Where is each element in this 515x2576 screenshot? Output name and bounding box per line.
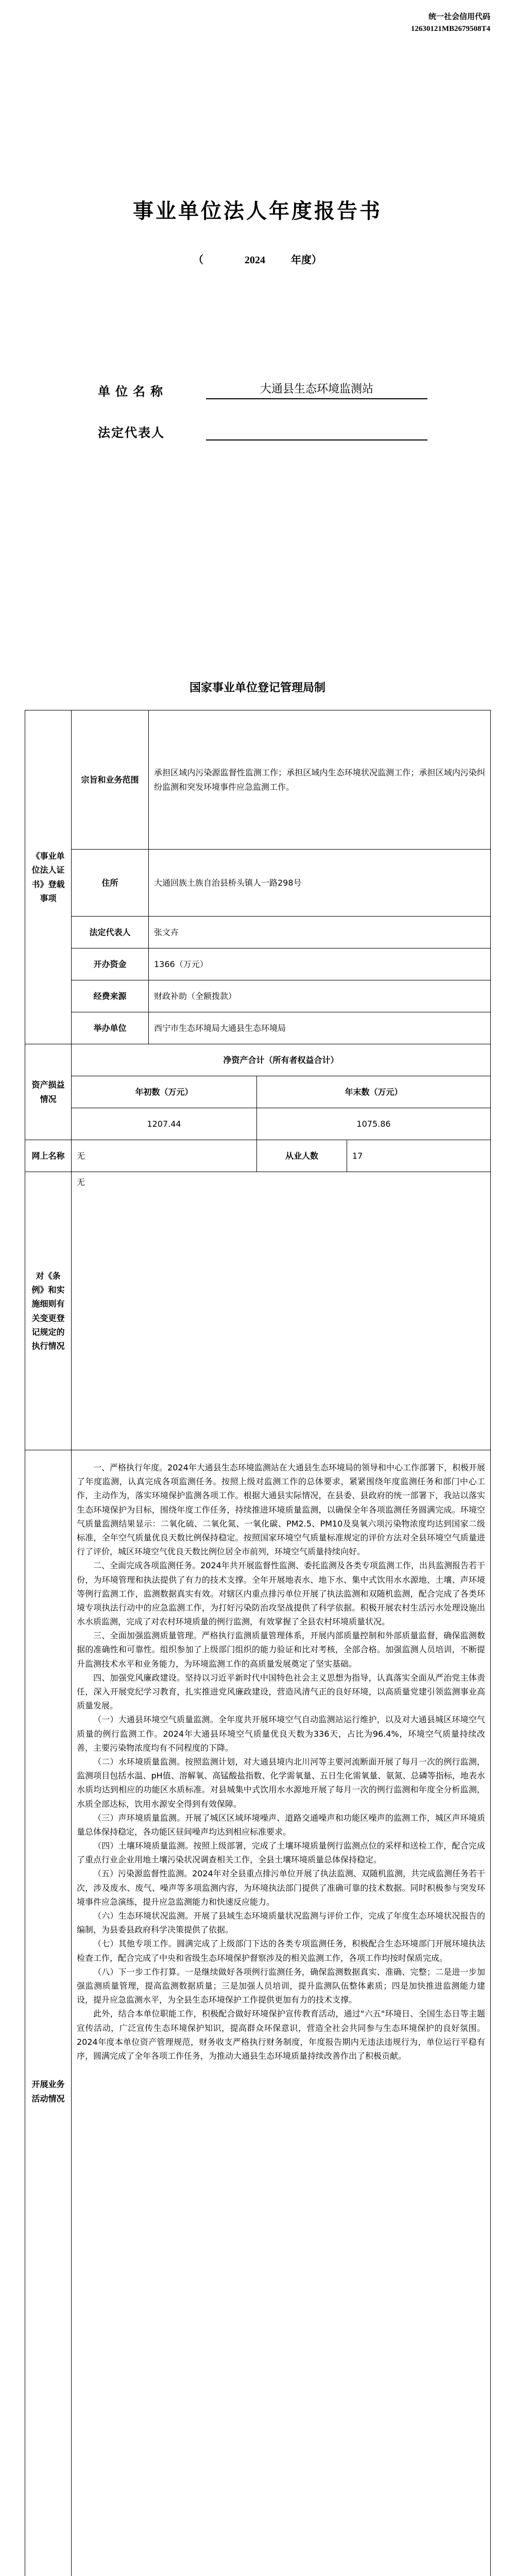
- staff-value: 17: [347, 1140, 491, 1172]
- funds-value: 1366（万元）: [149, 948, 491, 980]
- sponsor-value: 西宁市生态环境局大通县生态环境局: [149, 1012, 491, 1044]
- year-start-label: 年初数（万元）: [72, 1076, 257, 1108]
- funds-label: 开办资金: [72, 948, 149, 980]
- compliance-value: 无: [72, 1172, 491, 1450]
- legal-rep-value: 张文卉: [149, 917, 491, 948]
- legal-rep-label: 法定代表人: [72, 917, 149, 948]
- unit-name-label: 单位名称: [98, 385, 168, 399]
- purpose-label: 宗旨和业务范围: [72, 710, 149, 850]
- compliance-label: 对《条例》和实施细则有关变更登记规定的执行情况: [25, 1172, 72, 1450]
- business-para-12: （八）下一步工作打算。一是继续做好各项例行监测任务，确保监测数据真实、准确、完整；二是进一步加强监测质量管理，提高监测数据质量；三是加强人员培训，提升监测队伍整体素质；四是加快推进监测能力建设，提升应急监测水平，为全县生态环境保护工作提供更加有力的技术支撑。: [77, 1967, 486, 2005]
- source-label: 经费来源: [72, 980, 149, 1012]
- credit-code-label: 统一社会信用代码: [428, 13, 490, 21]
- unit-name-row: [98, 380, 427, 399]
- website-value: 无: [72, 1140, 257, 1172]
- sponsor-label: 举办单位: [72, 1012, 149, 1044]
- business-label: 开展业务活动情况: [25, 1450, 72, 2576]
- business-para-2: 二、全面完成各项监测任务。2024年共开展监督性监测、委托监测及各类专项监测工作，出具监测报告若干份，为环境管理和执法提供了有力的技术支撑。全年开展地表水、地下水、集中式饮用水水源地、土壤、声环境等例行监测工作，监测数据真实有效。对辖区内重点排污单位开展了执法监测和双随机监测，配合完成了各类环境专项执法行动中的应急监测工作，为打好污染防治攻坚战提供了科学依据。积极开展农村生活污水处理设施出水水质监测，完成了对农村环境质量的例行监测，有效掌握了全县农村环境质量状况。: [77, 1561, 486, 1627]
- assets-group-label: 资产损益情况: [25, 1044, 72, 1140]
- business-para-10: （六）生态环境状况监测。开展了县域生态环境质量状况监测与评价工作，完成了年度生态环境状况报告的编制，为县委县政府科学决策提供了依据。: [77, 1911, 486, 1935]
- business-para-8: （四）土壤环境质量监测。按照上级部署，完成了土壤环境质量例行监测点位的采样和送检工作，配合完成了重点行业企业用地土壤污染状况调查相关工作，全县土壤环境质量总体保持稳定。: [77, 1841, 486, 1865]
- address-label: 住所: [72, 850, 149, 917]
- business-para-7: （三）声环境质量监测。开展了城区区域环境噪声、道路交通噪声和功能区噪声的监测工作，城区声环境质量总体保持稳定，各功能区昼间噪声均达到相应标准要求。: [77, 1812, 486, 1837]
- year-unit: 年度）: [291, 255, 322, 266]
- cert-group-label: 《事业单位法人证书》登载事项: [25, 710, 72, 1044]
- year-end-value: 1075.86: [257, 1108, 491, 1140]
- business-para-4: 四、加强党风廉政建设。坚持以习近平新时代中国特色社会主义思想为指导，认真落实全面从严治党主体责任，深入开展党纪学习教育，扎实推进党风廉政建设，营造风清气正的良好环境，以高质量党建引领监测事业高质量发展。: [77, 1672, 486, 1711]
- report-title: 事业单位法人年度报告书: [133, 199, 382, 223]
- business-para-13: 此外，结合本单位职能工作，积极配合做好环境保护宣传教育活动，通过"六五"环境日、全国生态日等主题宣传活动，广泛宣传生态环境保护知识，提高群众环保意识，营造全社会共同参与生态环境保护的良好氛围。2024年度本单位资产管理规范，财务收支严格执行财务制度，年度报告期内无违法违规行为，单位运行平稳有序，圆满完成了全年各项工作任务，为推动大通县生态环境质量持续改善作出了积极贡献。: [77, 2009, 486, 2061]
- address-value: 大通回族土族自治县桥头镇人一路298号: [149, 850, 491, 917]
- legal-rep-cover-value: [206, 423, 427, 440]
- year-open: （: [193, 255, 203, 266]
- report-form-table: [25, 710, 491, 2576]
- unit-name-value: 大通县生态环境监测站: [206, 380, 427, 399]
- legal-rep-row: [98, 422, 427, 440]
- source-value: 财政补助（全额拨款）: [149, 980, 491, 1012]
- year-end-label: 年末数（万元）: [257, 1076, 491, 1108]
- business-para-1: 一、严格执行年度。2024年大通县生态环境监测站在大通县生态环境局的领导和中心工作部署下，积极开展了年度监测，认真完成各项监测任务。按照上级对监测工作的总体要求，紧紧围绕年度监测任务和部门中心工作，主动作为，落实环境保护监测各项工作。根据大通县实际情况，在县委、县政府的统一部署下，我站以落实生态环境保护为目标，围绕年度工作任务，持续推进环境质量监测，以确保全年各项监测任务圆满完成。环境空气质量监测结果显示：二氧化硫、二氧化氮、一氧化碳、PM2.5、PM10及臭氧六项污染物浓度均达到国家二级标准，全年空气质量优良天数比例保持稳定。按照国家环境空气质量标准规定的评价方法对全县环境空气质量进行了评价，城区环境空气优良天数比例位居全市前列，环境空气质量持续向好。: [77, 1463, 486, 1557]
- business-para-6: （二）水环境质量监测。按照监测计划，对大通县境内北川河等主要河流断面开展了每月一次的例行监测，监测项目包括水温、pH值、溶解氧、高锰酸盐指数、化学需氧量、五日生化需氧量、氨氮、总磷等指标，地表水水质均达到相应的功能区水质标准。对县城集中式饮用水水源地开展了每月一次的例行监测和年度全分析监测，水质全部达标，饮用水源安全得到有效保障。: [77, 1756, 486, 1809]
- website-label: 网上名称: [25, 1140, 72, 1172]
- net-assets-title: 净资产合计（所有者权益合计）: [72, 1044, 491, 1076]
- business-content: [72, 1450, 491, 2576]
- business-para-9: （五）污染源监督性监测。2024年对全县重点排污单位开展了执法监测、双随机监测，共完成监测任务若干次，涉及废水、废气、噪声等多项监测内容，为环境执法部门提供了准确可靠的技术数据。同时积极参与突发环境事件应急演练，提升应急监测能力和快速反应能力。: [77, 1869, 486, 1907]
- year-value: 2024: [245, 255, 265, 266]
- purpose-value: 承担区域内污染源监督性监测工作；承担区域内生态环境状况监测工作；承担区域内污染纠纷监测和突发环境事件应急监测工作。: [149, 710, 491, 850]
- issuer-line: 国家事业单位登记管理局制: [189, 682, 325, 694]
- business-para-3: 三、全面加强监测质量管理。严格执行监测质量管理体系，开展内部质量控制和外部质量监督，确保监测数据的准确性和可靠性。组织参加了上级部门组织的能力验证和比对考核，全部合格。加强监测人员培训，不断提升监测技术水平和业务能力，为环境监测工作的高质量发展奠定了坚实基础。: [77, 1631, 486, 1669]
- credit-code-block: [411, 11, 490, 35]
- report-year: [0, 251, 515, 266]
- legal-rep-cover-label: 法定代表人: [98, 427, 165, 440]
- business-para-5: （一）大通县环境空气质量监测。全年度共开展环境空气自动监测站运行维护，以及对大通县城区环境空气质量的例行监测工作。2024年大通县环境空气质量优良天数为336天，占比为96.4%，环境空气质量持续改善，主要污染物浓度均有不同程度的下降。: [77, 1715, 486, 1753]
- year-start-value: 1207.44: [72, 1108, 257, 1140]
- credit-code-value: 12630121MB2679508T4: [410, 24, 490, 33]
- staff-label: 从业人数: [257, 1140, 347, 1172]
- business-para-11: （七）其他专项工作。圆满完成了上级部门下达的各类专项监测任务，积极配合生态环境部门开展环境执法检查工作，配合完成了中央和省级生态环境保护督察涉及的相关监测工作，各项工作均按时保质完成。: [77, 1939, 486, 1963]
